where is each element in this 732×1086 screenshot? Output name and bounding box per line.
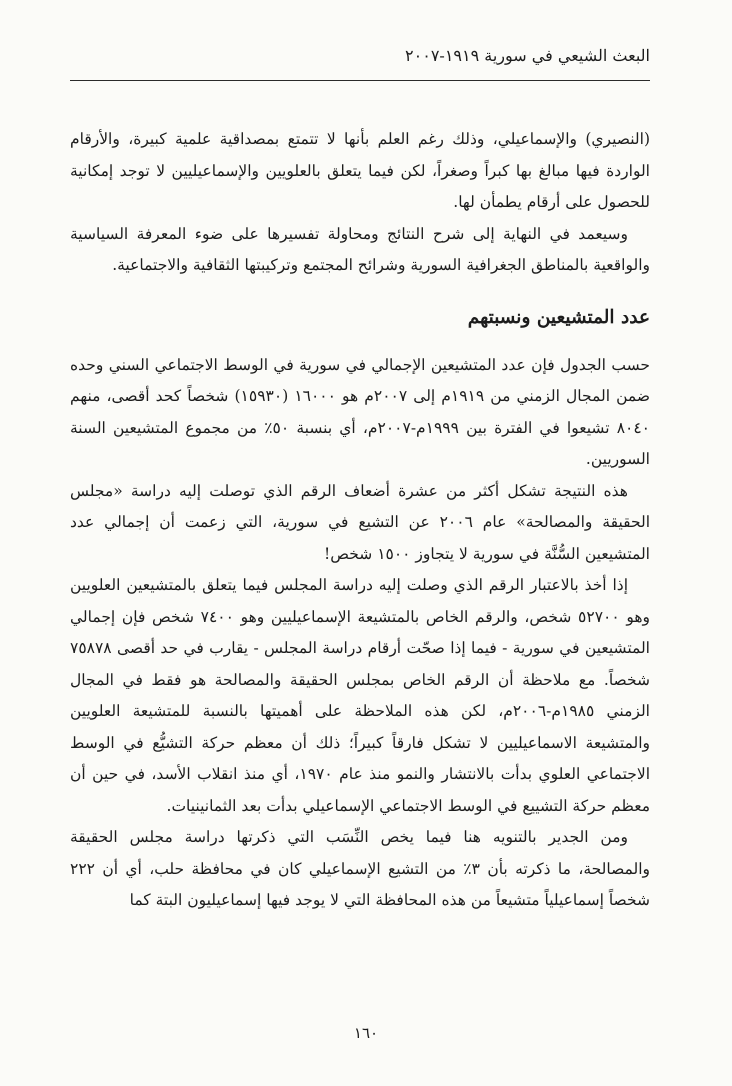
page-number: ١٦٠: [353, 1024, 379, 1042]
paragraph: حسب الجدول فإن عدد المتشيعين الإجمالي في سورية في الوسط الاجتماعي السني وحده ضمن المجال الزمني من ١٩١٩م إلى ٢٠٠٧م هو ١٦٠٠٠ (١٥٩٣٠) شخصاً كحد أقصى، منهم ٨٠٤٠ تشيعوا في الفترة بين ١٩٩٩م-٢٠٠٧م، أي بنسبة ٥٠٪ من مجموع المتشيعين السنة السوريين.: [70, 355, 650, 468]
paragraph: وسيعمد في النهاية إلى شرح النتائج ومحاولة تفسيرها على ضوء المعرفة السياسية والواقعية بالمناطق الجغرافية السورية وشرائح المجتمع وتركيبتها الثقافية والاجتماعية.: [70, 224, 650, 274]
header-rule: [70, 80, 650, 81]
paragraph: إذا أخذ بالاعتبار الرقم الذي وصلت إليه دراسة المجلس فيما يتعلق بالمتشيعين العلويين وهو ٥٢٧٠٠ شخص، والرقم الخاص بالمتشيعة الإسماعيليين وهو ٧٤٠٠ شخص فإن إجمالي المتشيعين في سورية - فيما إذا صحّت أرقام دراسة المجلس - يقارب في حد أقصى ٧٥٨٧٨ شخصاً. مع ملاحظة أن الرقم الخاص بمجلس الحقيقة والمصالحة هو فقط في المجال الزمني ١٩٨٥م-٢٠٠٦م، لكن هذه الملاحظة على أهميتها بالنسبة للمتشيعة العلويين والمتشيعة الاسماعيليين لا تشكل فارقاً كبيراً؛ ذلك أن معظم حركة التشيُّع في الوسط الاجتماعي العلوي بدأت بالانتشار والنمو منذ عام ١٩٧٠، أي منذ انقلاب الأسد، في حين أن معظم حركة التشييع في الوسط الاجتماعي الإسماعيلي بدأت بعد الثمانينيات.: [70, 576, 650, 815]
section-heading: عدد المتشيعين ونسبتهم: [467, 306, 650, 328]
paragraph-continued: (النصيري) والإسماعيلي، وذلك رغم العلم بأنها لا تتمتع بمصداقية علمية كبيرة، والأرقام الواردة فيها مبالغ بها كبراً وصغراً، لكن فيما يتعلق بالعلويين والإسماعيليين لا توجد إمكانية للحصول على أرقام يطمأن لها.: [70, 130, 650, 211]
paragraph: هذه النتيجة تشكل أكثر من عشرة أضعاف الرقم الذي توصلت إليه دراسة «مجلس الحقيقة والمصالحة» عام ٢٠٠٦ عن التشيع في سورية، التي زعمت أن إجمالي عدد المتشيعين السُّنَّة في سورية لا يتجاوز ١٥٠٠ شخص!: [70, 481, 650, 563]
running-header: البعث الشيعي في سورية ١٩١٩-٢٠٠٧: [405, 46, 650, 65]
page-body: [70, 124, 650, 917]
paragraph: ومن الجدير بالتنويه هنا فيما يخص النِّسَب التي ذكرتها دراسة مجلس الحقيقة والمصالحة، ما ذكرته بأن ٣٪ من التشيع الإسماعيلي كان في محافظة حلب، أي أن ٢٢٢ شخصاً إسماعيلياً متشيعاً من هذه المحافظة التي لا يوجد فيها إسماعيليون البتة كما: [70, 828, 651, 909]
